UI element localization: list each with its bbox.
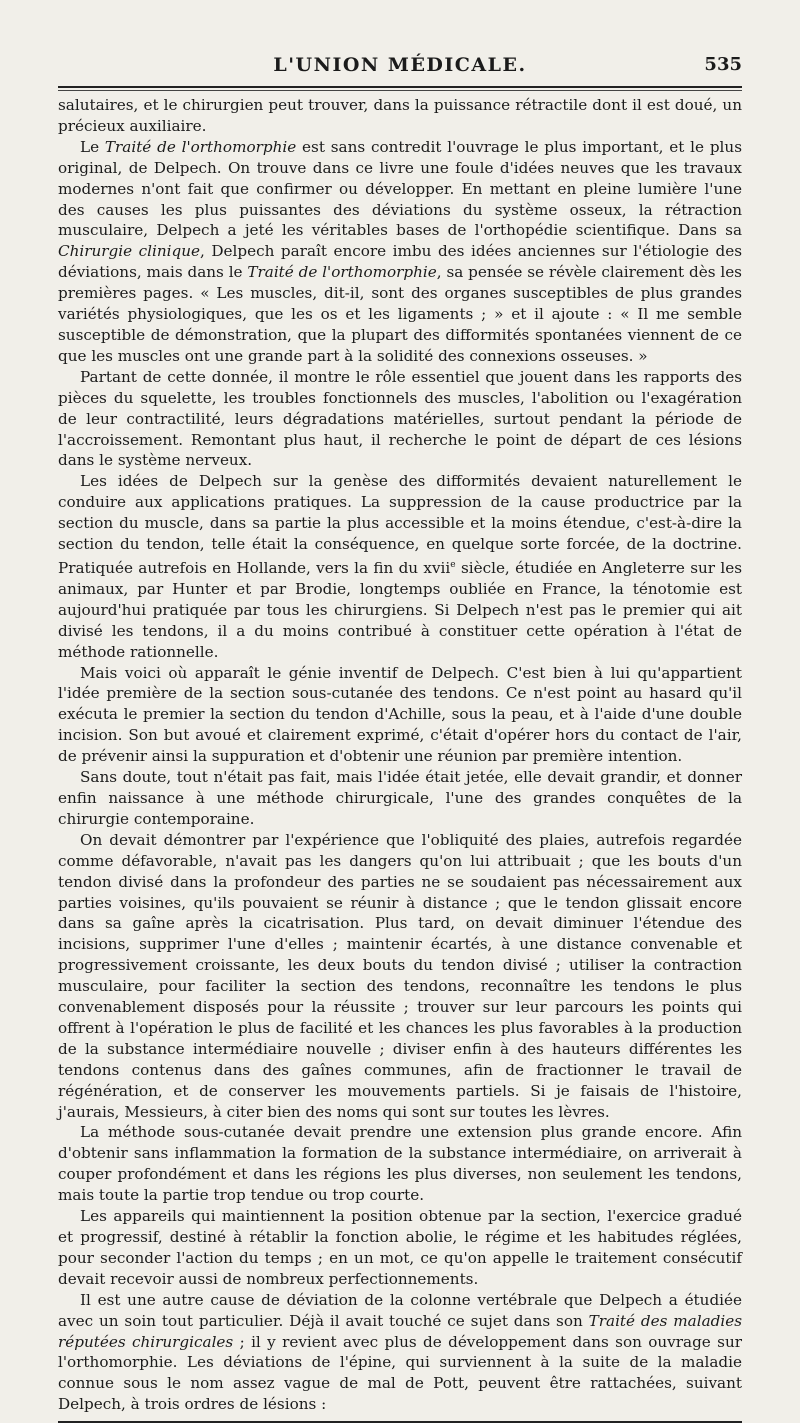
article-body <box>58 95 742 1415</box>
text-run: , sa pensée se révèle clairement dès les premières pages. « Les muscles, dit-il, sont des organes susceptibles de plus grandes variétés physiologiques, que les os et les ligaments ; » et il ajoute : « Il me semble susceptible de démonstration, que la plupart des difformités spontanées viennent de ce que les muscles ont une grande part à la solidité des connexions osseuses. » <box>58 263 742 365</box>
italic-title: Traité des maladies réputées chirurgicales <box>58 1311 742 1351</box>
text-run: Sans doute, tout n'était pas fait, mais l'idée était jetée, elle devait grandir, et donner enfin naissance à une méthode chirurgicale, l'une des grandes conquêtes de la chirurgie contemporaine. <box>58 768 742 828</box>
text-run: Les idées de Delpech sur la genèse des difformités devaient naturellement le conduire aux applications pratiques. La suppression de la cause productrice par la section du muscle, dans sa partie la plus accessible et la moins étendue, c'est-à-dire la section du tendon, telle était la conséquence, en quelque sorte forcée, de la doctrine. Pratiquée autrefois en Hollande, vers la fin du xvii <box>58 472 742 577</box>
text-run: e <box>450 559 456 570</box>
paragraph <box>58 1206 742 1290</box>
paragraph <box>58 95 742 137</box>
italic-title: Chirurgie clinique <box>58 242 201 261</box>
text-run: Mais voici où apparaît le génie inventif de Delpech. C'est bien à lui qu'appartient l'idée première de la section sous-cutanée des tendons. Ce n'est point au hasard qu'il exécuta le premier la section du tendon d'Achille, sous la peau, et à l'aide d'une double incision. Son but avoué et clairement exprimé, c'était d'opérer hors du contact de l'air, de prévenir ainsi la suppuration et d'obtenir une réunion par première intention. <box>58 663 742 766</box>
paragraph <box>58 137 742 367</box>
page-number: 535 <box>704 54 742 75</box>
paragraph <box>58 830 742 1123</box>
paragraph <box>58 1122 742 1206</box>
header-rule-thin <box>58 90 742 91</box>
text-run: ; il y revient avec plus de développement dans son ouvrage sur l'orthomorphie. Les déviations de l'épine, qui surviennent à la suite de la maladie connue sous le nom assez vague de mal de Pott, peuvent être rattachées, suivant Delpech, à trois ordres de lésions : <box>58 1332 742 1414</box>
italic-title: Traité de l'orthomorphie <box>247 263 437 282</box>
text-run: Le <box>80 137 105 156</box>
header-rule <box>58 86 742 88</box>
text-run: salutaires, et le chirurgien peut trouver, dans la puissance rétractile dont il est doué, un précieux auxiliaire. <box>58 96 742 135</box>
italic-title: Traité de l'orthomorphie <box>104 137 297 156</box>
text-run: Il est une autre cause de déviation de la colonne vertébrale que Delpech a étudiée avec un soin tout particulier. Déjà il avait touché ce sujet dans son <box>58 1290 742 1330</box>
paragraph <box>58 767 742 830</box>
text-run: Partant de cette donnée, il montre le rôle essentiel que jouent dans les rapports des pièces du squelette, les troubles fonctionnels des muscles, l'abolition ou l'exagération de leur contractilité, leurs dégradations matérielles, surtout pendant la période de l'accroissement. Remontant plus haut, il recherche le point de départ de ces lésions dans le système nerveux. <box>58 367 742 470</box>
paragraph <box>58 471 742 662</box>
text-run: , Delpech paraît encore imbu des idées anciennes sur l'étiologie des déviations, mais dans le <box>58 242 742 282</box>
journal-title: L'UNION MÉDICALE. <box>273 54 527 76</box>
running-header <box>58 44 742 84</box>
text-run: La méthode sous-cutanée devait prendre une extension plus grande encore. Afin d'obtenir sans inflammation la formation de la substance intermédiaire, on arriverait à couper profondément et dans les régions les plus diverses, non seulement les tendons, mais toute la partie trop tendue ou trop courte. <box>58 1123 742 1205</box>
text-run: On devait démontrer par l'expérience que l'obliquité des plaies, autrefois regardée comme défavorable, n'avait pas les dangers qu'on lui attribuait ; que les bouts d'un tendon divisé dans la profondeur des parties ne se soudaient pas nécessairement aux parties voisines, qu'ils pouvaient se réunir à distance ; que le tendon glissait encore dans sa gaîne après la cicatrisation. Plus tard, on devait diminuer l'étendue des incisions, supprimer l'une d'elles ; maintenir écartés, à une distance convenable et progressivement croissante, les deux bouts du tendon divisé ; utiliser la contraction musculaire, pour faciliter la section des tendons, reconnaître les tendons le plus convenablement disposés pour la réussite ; trouver sur leur parcours les points qui offrent à l'opération le plus de facilité et les chances les plus favorables à la production de la substance intermédiaire nouvelle ; diviser enfin à des hauteurs différentes les tendons contenus dans des gaînes communes, afin de fractionner le travail de régénération, et de conserver les mouvements partiels. Si je faisais de l'histoire, j'aurais, Messieurs, à citer bien des noms qui sont sur toutes les lèvres. <box>58 830 742 1121</box>
paragraph <box>58 367 742 472</box>
paragraph <box>58 1290 742 1415</box>
page <box>58 44 742 1423</box>
paragraph <box>58 663 742 768</box>
text-run: Les appareils qui maintiennent la position obtenue par la section, l'exercice gradué et progressif, destiné à rétablir la fonction abolie, le régime et les habitudes réglées, pour seconder l'action du temps ; en un mot, ce qu'on appelle le traitement consécutif devait recevoir aussi de nombreux perfectionnements. <box>58 1207 742 1288</box>
text-run: est sans contredit l'ouvrage le plus important, et le plus original, de Delpech. On trouve dans ce livre une foule d'idées neuves que les travaux modernes n'ont fait que confirmer ou développer. En mettant en pleine lumière l'une des causes les plus puissantes des déviations du système osseux, la rétraction musculaire, Delpech a jeté les véritables bases de l'orthopédie scientifique. Dans sa <box>58 137 742 240</box>
text-run: siècle, étudiée en Angleterre sur les animaux, par Hunter et par Brodie, longtemps oubliée en France, la ténotomie est aujourd'hui pratiquée par tous les chirurgiens. Si Delpech n'est pas le premier qui ait divisé les tendons, il a du moins contribué à constituer cette opération à l'état de méthode rationnelle. <box>58 559 742 661</box>
